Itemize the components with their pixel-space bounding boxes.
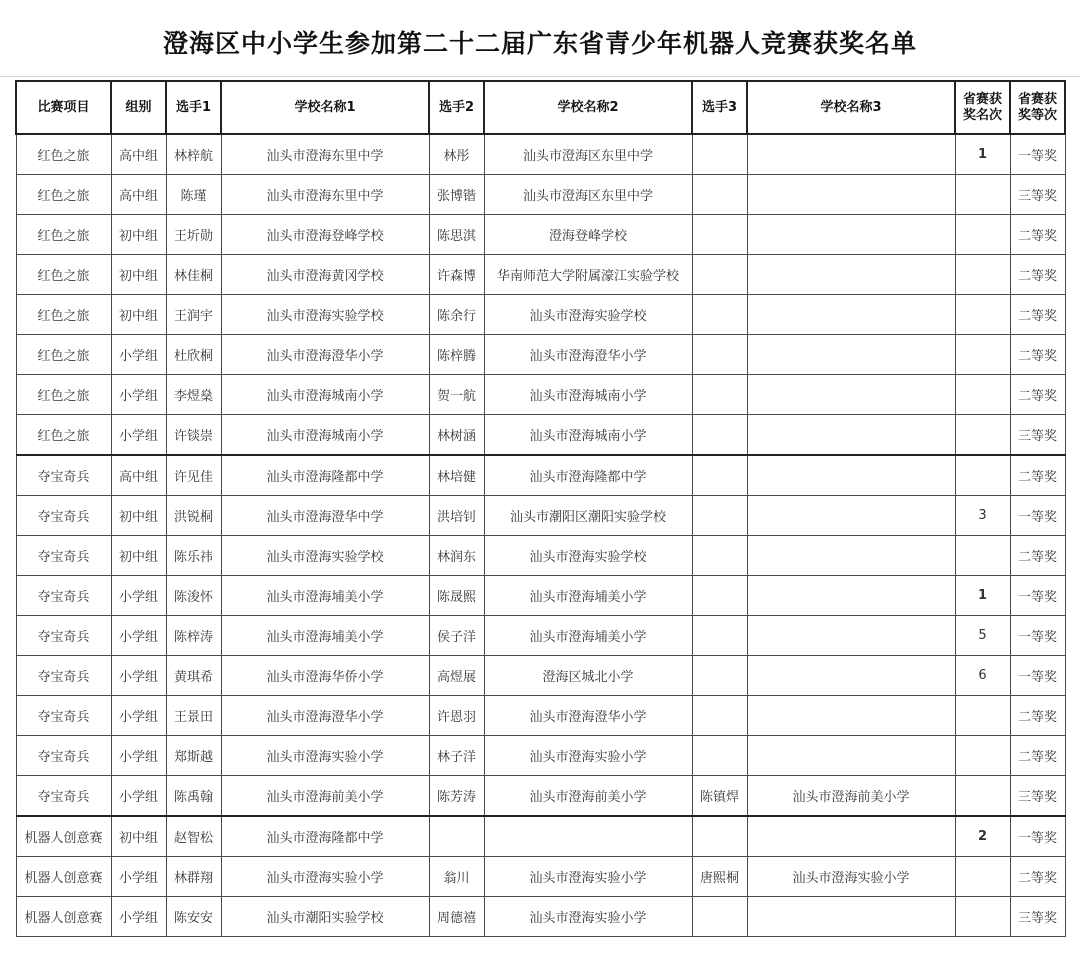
header-row — [16, 81, 1065, 134]
cell-school3: 汕头市澄海实验小学 — [747, 857, 955, 897]
cell-school2: 汕头市澄海埔美小学 — [484, 616, 692, 656]
cell-player3 — [692, 295, 747, 335]
header-player3: 选手3 — [692, 81, 747, 134]
cell-rank: 5 — [955, 616, 1010, 656]
cell-rank: 2 — [955, 816, 1010, 857]
cell-rank — [955, 335, 1010, 375]
header-school2: 学校名称2 — [484, 81, 692, 134]
cell-rank — [955, 295, 1010, 335]
table-row — [16, 736, 1065, 776]
cell-player2: 许恩羽 — [429, 696, 484, 736]
cell-group: 初中组 — [111, 536, 166, 576]
cell-school3 — [747, 455, 955, 496]
cell-player2: 陈晟熙 — [429, 576, 484, 616]
cell-player2: 陈芳涛 — [429, 776, 484, 817]
cell-school1: 汕头市澄海埔美小学 — [221, 576, 429, 616]
cell-school3 — [747, 736, 955, 776]
cell-rank — [955, 776, 1010, 817]
cell-event: 夺宝奇兵 — [16, 736, 111, 776]
cell-rank — [955, 175, 1010, 215]
cell-level: 二等奖 — [1010, 255, 1065, 295]
cell-player2: 陈思淇 — [429, 215, 484, 255]
cell-level: 一等奖 — [1010, 134, 1065, 175]
cell-level: 二等奖 — [1010, 215, 1065, 255]
cell-player2: 洪培钊 — [429, 496, 484, 536]
cell-player3 — [692, 576, 747, 616]
cell-player1: 洪锐桐 — [166, 496, 221, 536]
cell-school1: 汕头市澄海实验小学 — [221, 736, 429, 776]
cell-level: 三等奖 — [1010, 897, 1065, 937]
cell-group: 初中组 — [111, 496, 166, 536]
cell-event: 机器人创意赛 — [16, 816, 111, 857]
page-title: 澄海区中小学生参加第二十二届广东省青少年机器人竞赛获奖名单 — [162, 29, 917, 58]
cell-player3 — [692, 696, 747, 736]
cell-player1: 许锬崇 — [166, 415, 221, 456]
cell-group: 小学组 — [111, 415, 166, 456]
cell-player1: 李煜燊 — [166, 375, 221, 415]
table-row — [16, 134, 1065, 175]
cell-player2: 贺一航 — [429, 375, 484, 415]
cell-group: 小学组 — [111, 696, 166, 736]
table-row — [16, 215, 1065, 255]
cell-player2: 林树涵 — [429, 415, 484, 456]
header-level — [1010, 81, 1065, 134]
cell-group: 小学组 — [111, 576, 166, 616]
cell-rank — [955, 455, 1010, 496]
cell-event: 夺宝奇兵 — [16, 696, 111, 736]
cell-rank: 6 — [955, 656, 1010, 696]
cell-event: 夺宝奇兵 — [16, 616, 111, 656]
cell-player3: 陈镇焊 — [692, 776, 747, 817]
cell-player3 — [692, 255, 747, 295]
cell-school1: 汕头市澄海东里中学 — [221, 175, 429, 215]
cell-event: 红色之旅 — [16, 295, 111, 335]
cell-rank: 1 — [955, 576, 1010, 616]
cell-school2: 汕头市澄海实验小学 — [484, 897, 692, 937]
cell-event: 红色之旅 — [16, 175, 111, 215]
cell-school1: 汕头市澄海黄冈学校 — [221, 255, 429, 295]
cell-player1: 陈浚怀 — [166, 576, 221, 616]
cell-level: 二等奖 — [1010, 455, 1065, 496]
cell-level: 二等奖 — [1010, 335, 1065, 375]
cell-rank — [955, 375, 1010, 415]
cell-group: 小学组 — [111, 656, 166, 696]
header-rank-line2: 奖名次 — [962, 107, 1002, 123]
cell-player3 — [692, 455, 747, 496]
cell-group: 初中组 — [111, 295, 166, 335]
cell-player2: 张博锴 — [429, 175, 484, 215]
cell-school3 — [747, 335, 955, 375]
cell-school3 — [747, 134, 955, 175]
cell-school2: 汕头市澄海澄华小学 — [484, 335, 692, 375]
cell-rank — [955, 897, 1010, 937]
cell-school1: 汕头市澄海实验学校 — [221, 295, 429, 335]
cell-player2: 陈梓腾 — [429, 335, 484, 375]
cell-school3 — [747, 696, 955, 736]
cell-group: 小学组 — [111, 776, 166, 817]
cell-group: 小学组 — [111, 375, 166, 415]
cell-player2: 林润东 — [429, 536, 484, 576]
cell-player2: 许森博 — [429, 255, 484, 295]
cell-school2: 汕头市澄海实验学校 — [484, 295, 692, 335]
cell-event: 夺宝奇兵 — [16, 496, 111, 536]
cell-school2: 汕头市澄海区东里中学 — [484, 175, 692, 215]
cell-school1: 汕头市澄海实验小学 — [221, 857, 429, 897]
header-player2: 选手2 — [429, 81, 484, 134]
cell-school1: 汕头市澄海城南小学 — [221, 375, 429, 415]
table-row — [16, 496, 1065, 536]
cell-player1: 王圻勋 — [166, 215, 221, 255]
table-row — [16, 897, 1065, 937]
cell-player3 — [692, 897, 747, 937]
cell-player3 — [692, 496, 747, 536]
cell-group: 高中组 — [111, 455, 166, 496]
cell-group: 小学组 — [111, 335, 166, 375]
cell-school1: 汕头市澄海华侨小学 — [221, 656, 429, 696]
cell-level: 二等奖 — [1010, 536, 1065, 576]
cell-school2: 汕头市澄海城南小学 — [484, 415, 692, 456]
cell-player2 — [429, 816, 484, 857]
cell-player1: 赵智松 — [166, 816, 221, 857]
cell-level: 一等奖 — [1010, 816, 1065, 857]
cell-school1: 汕头市澄海东里中学 — [221, 134, 429, 175]
cell-rank — [955, 255, 1010, 295]
table-row — [16, 857, 1065, 897]
cell-school2: 澄海登峰学校 — [484, 215, 692, 255]
cell-player3 — [692, 215, 747, 255]
header-group: 组别 — [111, 81, 166, 134]
cell-school1: 汕头市澄海前美小学 — [221, 776, 429, 817]
cell-group: 初中组 — [111, 255, 166, 295]
cell-school3: 汕头市澄海前美小学 — [747, 776, 955, 817]
cell-player2: 林彤 — [429, 134, 484, 175]
cell-group: 初中组 — [111, 215, 166, 255]
table-row — [16, 656, 1065, 696]
cell-player1: 陈禹翰 — [166, 776, 221, 817]
header-event: 比赛项目 — [16, 81, 111, 134]
cell-group: 高中组 — [111, 134, 166, 175]
cell-player3 — [692, 415, 747, 456]
cell-level: 三等奖 — [1010, 776, 1065, 817]
cell-school1: 汕头市澄海登峰学校 — [221, 215, 429, 255]
cell-school2: 汕头市澄海区东里中学 — [484, 134, 692, 175]
header-school3: 学校名称3 — [747, 81, 955, 134]
cell-event: 红色之旅 — [16, 255, 111, 295]
cell-school2: 澄海区城北小学 — [484, 656, 692, 696]
cell-player1: 林梓航 — [166, 134, 221, 175]
table-row — [16, 295, 1065, 335]
table-row — [16, 576, 1065, 616]
cell-event: 红色之旅 — [16, 375, 111, 415]
cell-player1: 黄琪希 — [166, 656, 221, 696]
cell-event: 红色之旅 — [16, 415, 111, 456]
cell-level: 二等奖 — [1010, 295, 1065, 335]
cell-school2: 汕头市澄海实验小学 — [484, 736, 692, 776]
cell-rank: 3 — [955, 496, 1010, 536]
cell-player1: 许见佳 — [166, 455, 221, 496]
cell-school1: 汕头市澄海隆都中学 — [221, 455, 429, 496]
table-row — [16, 375, 1065, 415]
table-row — [16, 415, 1065, 456]
header-rank-line1: 省赛获 — [962, 91, 1002, 107]
cell-school3 — [747, 375, 955, 415]
cell-level: 一等奖 — [1010, 576, 1065, 616]
cell-level: 三等奖 — [1010, 175, 1065, 215]
table-row — [16, 776, 1065, 817]
table-row — [16, 255, 1065, 295]
cell-group: 小学组 — [111, 616, 166, 656]
cell-level: 三等奖 — [1010, 415, 1065, 456]
header-player1: 选手1 — [166, 81, 221, 134]
cell-group: 高中组 — [111, 175, 166, 215]
cell-school3 — [747, 616, 955, 656]
cell-player1: 陈瑾 — [166, 175, 221, 215]
cell-level: 一等奖 — [1010, 616, 1065, 656]
cell-school2: 华南师范大学附属濠江实验学校 — [484, 255, 692, 295]
sheet-gridline — [0, 76, 1080, 77]
cell-rank — [955, 857, 1010, 897]
table-row — [16, 175, 1065, 215]
cell-player1: 林佳桐 — [166, 255, 221, 295]
cell-school3 — [747, 536, 955, 576]
table-row — [16, 816, 1065, 857]
cell-school3 — [747, 496, 955, 536]
cell-school3 — [747, 175, 955, 215]
cell-rank — [955, 415, 1010, 456]
cell-school2: 汕头市澄海前美小学 — [484, 776, 692, 817]
cell-player3 — [692, 816, 747, 857]
cell-group: 小学组 — [111, 857, 166, 897]
header-rank — [955, 81, 1010, 134]
cell-player1: 陈梓涛 — [166, 616, 221, 656]
cell-player1: 王景田 — [166, 696, 221, 736]
cell-school1: 汕头市澄海澄华中学 — [221, 496, 429, 536]
cell-school1: 汕头市澄海澄华小学 — [221, 335, 429, 375]
cell-player3 — [692, 375, 747, 415]
cell-event: 夺宝奇兵 — [16, 576, 111, 616]
cell-school2: 汕头市澄海隆都中学 — [484, 455, 692, 496]
cell-school3 — [747, 295, 955, 335]
cell-player2: 林培健 — [429, 455, 484, 496]
cell-event: 机器人创意赛 — [16, 857, 111, 897]
cell-player2: 林子洋 — [429, 736, 484, 776]
cell-school2: 汕头市澄海城南小学 — [484, 375, 692, 415]
table-row — [16, 696, 1065, 736]
cell-rank — [955, 215, 1010, 255]
cell-event: 夺宝奇兵 — [16, 455, 111, 496]
cell-player1: 郑斯越 — [166, 736, 221, 776]
cell-group: 小学组 — [111, 736, 166, 776]
header-level-line2: 奖等次 — [1017, 107, 1057, 123]
cell-school3 — [747, 576, 955, 616]
cell-school2: 汕头市潮阳区潮阳实验学校 — [484, 496, 692, 536]
table-row — [16, 536, 1065, 576]
cell-school1: 汕头市澄海城南小学 — [221, 415, 429, 456]
cell-group: 小学组 — [111, 897, 166, 937]
cell-level: 一等奖 — [1010, 496, 1065, 536]
cell-school2: 汕头市澄海实验学校 — [484, 536, 692, 576]
header-level-line1: 省赛获 — [1017, 91, 1057, 107]
cell-school2: 汕头市澄海澄华小学 — [484, 696, 692, 736]
cell-level: 二等奖 — [1010, 696, 1065, 736]
cell-level: 一等奖 — [1010, 656, 1065, 696]
cell-event: 红色之旅 — [16, 335, 111, 375]
cell-rank — [955, 736, 1010, 776]
cell-event: 红色之旅 — [16, 215, 111, 255]
cell-player1: 陈安安 — [166, 897, 221, 937]
cell-player1: 林群翔 — [166, 857, 221, 897]
cell-school3 — [747, 656, 955, 696]
cell-player3 — [692, 175, 747, 215]
cell-player3 — [692, 656, 747, 696]
cell-event: 夺宝奇兵 — [16, 776, 111, 817]
cell-school1: 汕头市潮阳实验学校 — [221, 897, 429, 937]
cell-player1: 王润宇 — [166, 295, 221, 335]
cell-player3 — [692, 736, 747, 776]
cell-event: 红色之旅 — [16, 134, 111, 175]
table-row — [16, 616, 1065, 656]
cell-school1: 汕头市澄海埔美小学 — [221, 616, 429, 656]
cell-event: 机器人创意赛 — [16, 897, 111, 937]
header-school1: 学校名称1 — [221, 81, 429, 134]
cell-player3 — [692, 536, 747, 576]
cell-player2: 翁川 — [429, 857, 484, 897]
cell-event: 夺宝奇兵 — [16, 656, 111, 696]
cell-level: 二等奖 — [1010, 375, 1065, 415]
cell-group: 初中组 — [111, 816, 166, 857]
cell-player2: 侯子洋 — [429, 616, 484, 656]
cell-rank — [955, 536, 1010, 576]
cell-rank — [955, 696, 1010, 736]
table-body — [16, 134, 1065, 937]
cell-player2: 周德禧 — [429, 897, 484, 937]
cell-player3: 唐熙桐 — [692, 857, 747, 897]
cell-player2: 高煜展 — [429, 656, 484, 696]
cell-school2: 汕头市澄海埔美小学 — [484, 576, 692, 616]
awards-table — [15, 80, 1066, 937]
table-row — [16, 455, 1065, 496]
cell-player1: 杜欣桐 — [166, 335, 221, 375]
cell-school3 — [747, 215, 955, 255]
cell-school3 — [747, 816, 955, 857]
cell-school1: 汕头市澄海隆都中学 — [221, 816, 429, 857]
cell-school2 — [484, 816, 692, 857]
table-row — [16, 335, 1065, 375]
cell-event: 夺宝奇兵 — [16, 536, 111, 576]
cell-player3 — [692, 335, 747, 375]
cell-level: 二等奖 — [1010, 736, 1065, 776]
cell-level: 二等奖 — [1010, 857, 1065, 897]
cell-school3 — [747, 415, 955, 456]
cell-player3 — [692, 616, 747, 656]
cell-player3 — [692, 134, 747, 175]
cell-school3 — [747, 255, 955, 295]
cell-player1: 陈乐祎 — [166, 536, 221, 576]
cell-rank: 1 — [955, 134, 1010, 175]
cell-player2: 陈余行 — [429, 295, 484, 335]
cell-school3 — [747, 897, 955, 937]
cell-school1: 汕头市澄海澄华小学 — [221, 696, 429, 736]
cell-school2: 汕头市澄海实验小学 — [484, 857, 692, 897]
cell-school1: 汕头市澄海实验学校 — [221, 536, 429, 576]
